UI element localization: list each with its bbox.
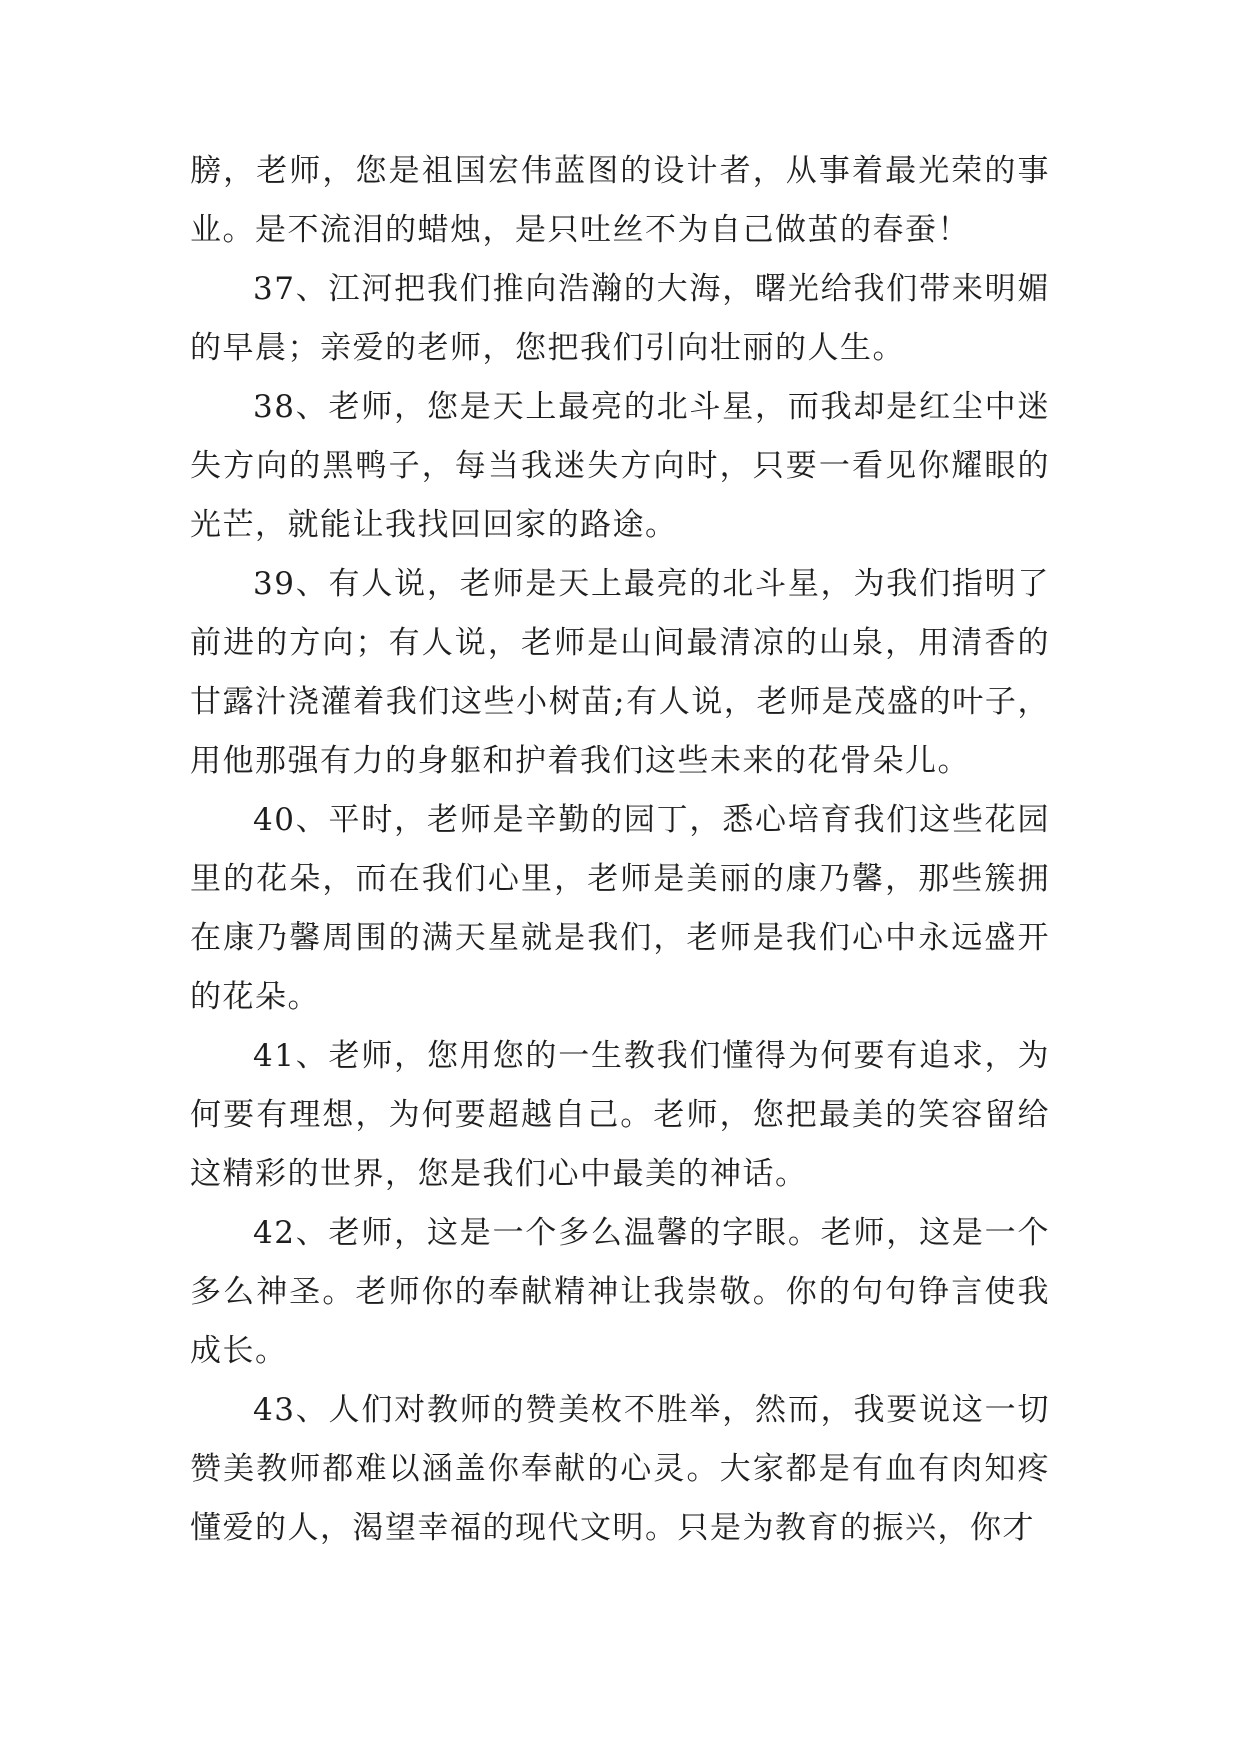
paragraph-38: 38、老师，您是天上最亮的北斗星，而我却是红尘中迷失方向的黑鸭子，每当我迷失方向时，只要一看见你耀眼的光芒，就能让我找回回家的路途。 — [190, 389, 1050, 543]
paragraph-43: 43、人们对教师的赞美枚不胜举，然而，我要说这一切赞美教师都难以涵盖你奉献的心灵。大家都是有血有肉知疼懂爱的人，渴望幸福的现代文明。只是为教育的振兴，你才 — [190, 1392, 1050, 1546]
paragraph-40: 40、平时，老师是辛勤的园丁，悉心培育我们这些花园里的花朵，而在我们心里，老师是美丽的康乃馨，那些簇拥在康乃馨周围的满天星就是我们，老师是我们心中永远盛开的花朵。 — [190, 802, 1050, 1015]
paragraph-37: 37、江河把我们推向浩瀚的大海，曙光给我们带来明媚的早晨；亲爱的老师，您把我们引向壮丽的人生。 — [190, 271, 1050, 366]
document-body — [190, 142, 1050, 1558]
paragraph-41: 41、老师，您用您的一生教我们懂得为何要有追求，为何要有理想，为何要超越自己。老师，您把最美的笑容留给这精彩的世界，您是我们心中最美的神话。 — [190, 1038, 1050, 1192]
paragraph-39: 39、有人说，老师是天上最亮的北斗星，为我们指明了前进的方向；有人说，老师是山间最清凉的山泉，用清香的甘露汁浇灌着我们这些小树苗;有人说，老师是茂盛的叶子，用他那强有力的身躯和护着我们这些未来的花骨朵儿。 — [190, 566, 1050, 779]
paragraph-42: 42、老师，这是一个多么温馨的字眼。老师，这是一个多么神圣。老师你的奉献精神让我崇敬。你的句句铮言使我成长。 — [190, 1215, 1050, 1369]
paragraph-continuation: 膀，老师，您是祖国宏伟蓝图的设计者，从事着最光荣的事业。是不流泪的蜡烛，是只吐丝不为自己做茧的春蚕！ — [190, 153, 1050, 248]
